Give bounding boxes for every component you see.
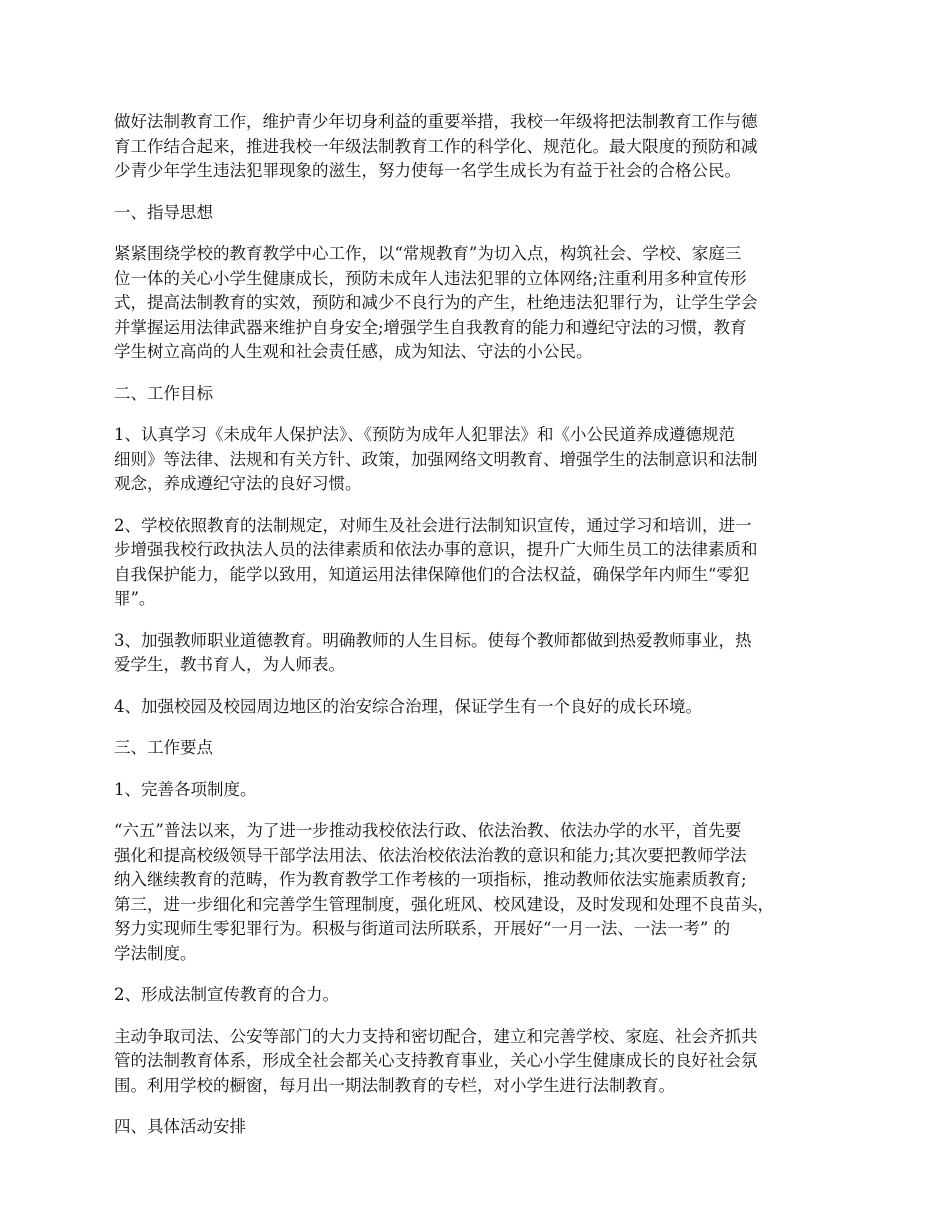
guiding-ideology-paragraph: 紧紧围绕学校的教育教学中心工作，以“常规教育”为切入点，构筑社会、学校、家庭三 位一体的关心小学生健康成长，预防未成年人违法犯罪的立体网络;注重利用多种宣传形 式，提高法制教育的实效，预防和减少不良行为的产生，杜绝违法犯罪行为，让学生学会 并掌握运用法律武器来维护自身安全;增强学生自我教育的能力和遵纪守法的习惯，教育 学生树立高尚的人生观和社会责任感，成为知法、守法的小公民。 xyxy=(114,244,758,361)
work-point-2-body: 主动争取司法、公安等部门的大力支持和密切配合，建立和完善学校、家庭、社会齐抓共 管的法制教育体系，形成全社会都关心支持教育事业，关心小学生健康成长的良好社会氛 围。利用学校的橱窗，每月出一期法制教育的专栏，对小学生进行法制教育。 xyxy=(114,1026,758,1095)
work-point-2-title: 2、形成法制宣传教育的合力。 xyxy=(114,985,339,1004)
work-goal-3: 3、加强教师职业道德教育。明确教师的人生目标。使每个教师都做到热爱教师事业，热 爱学生，教书育人，为人师表。 xyxy=(114,630,752,674)
work-goal-2: 2、学校依照教育的法制规定，对师生及社会进行法制知识宣传，通过学习和培训，进一 步增强我校行政执法人员的法律素质和依法办事的意识，提升广大师生员工的法律素质和 自我保护能力，能学以致用，知道运用法律保障他们的合法权益，确保学年内师生“零犯 罪”。 xyxy=(114,515,758,608)
section-heading-activity-schedule: 四、具体活动安排 xyxy=(114,1117,246,1136)
work-point-1-title: 1、完善各项制度。 xyxy=(114,779,257,799)
section-heading-guiding-ideology: 一、指导思想 xyxy=(114,202,213,222)
work-goal-1: 1、认真学习《未成年人保护法》、《预防为成年人犯罪法》和《小公民道养成遵德规范 细则》等法律、法规和有关方针、政策，加强网络文明教育、增强学生的法制意识和法制 观念，养成遵纪守法的良好习惯。 xyxy=(114,425,758,493)
section-heading-work-points: 三、工作要点 xyxy=(114,738,213,757)
work-point-1-body: “六五”普法以来，为了进一步推动我校依法行政、依法治教、依法办学的水平，首先要 强化和提高校级领导干部学法用法、依法治校依法治教的意识和能力;其次要把教师学法 纳入继续教育的范畴，作为教育教学工作考核的一项指标，推动教师依法实施素质教育; 第三，进一步细化和完善学生管理制度，强化班风、校风建设，及时发现和处理不良苗头， 努力实现师生零犯罪行为。积极与街道司法所联系，开展好“一月一法、一法一考” 的 学法制度。 xyxy=(114,821,774,963)
section-heading-work-goals: 二、工作目标 xyxy=(114,383,213,403)
document-page xyxy=(114,110,844,1157)
work-goal-4: 4、加强校园及校园周边地区的治安综合治理，保证学生有一个良好的成长环境。 xyxy=(114,696,702,716)
intro-paragraph: 做好法制教育工作，维护青少年切身利益的重要举措，我校一年级将把法制教育工作与德 育工作结合起来，推进我校一年级法制教育工作的科学化、规范化。最大限度的预防和减 少青少年学生违法犯罪现象的滋生，努力使每一名学生成长为有益于社会的合格公民。 xyxy=(114,112,758,180)
